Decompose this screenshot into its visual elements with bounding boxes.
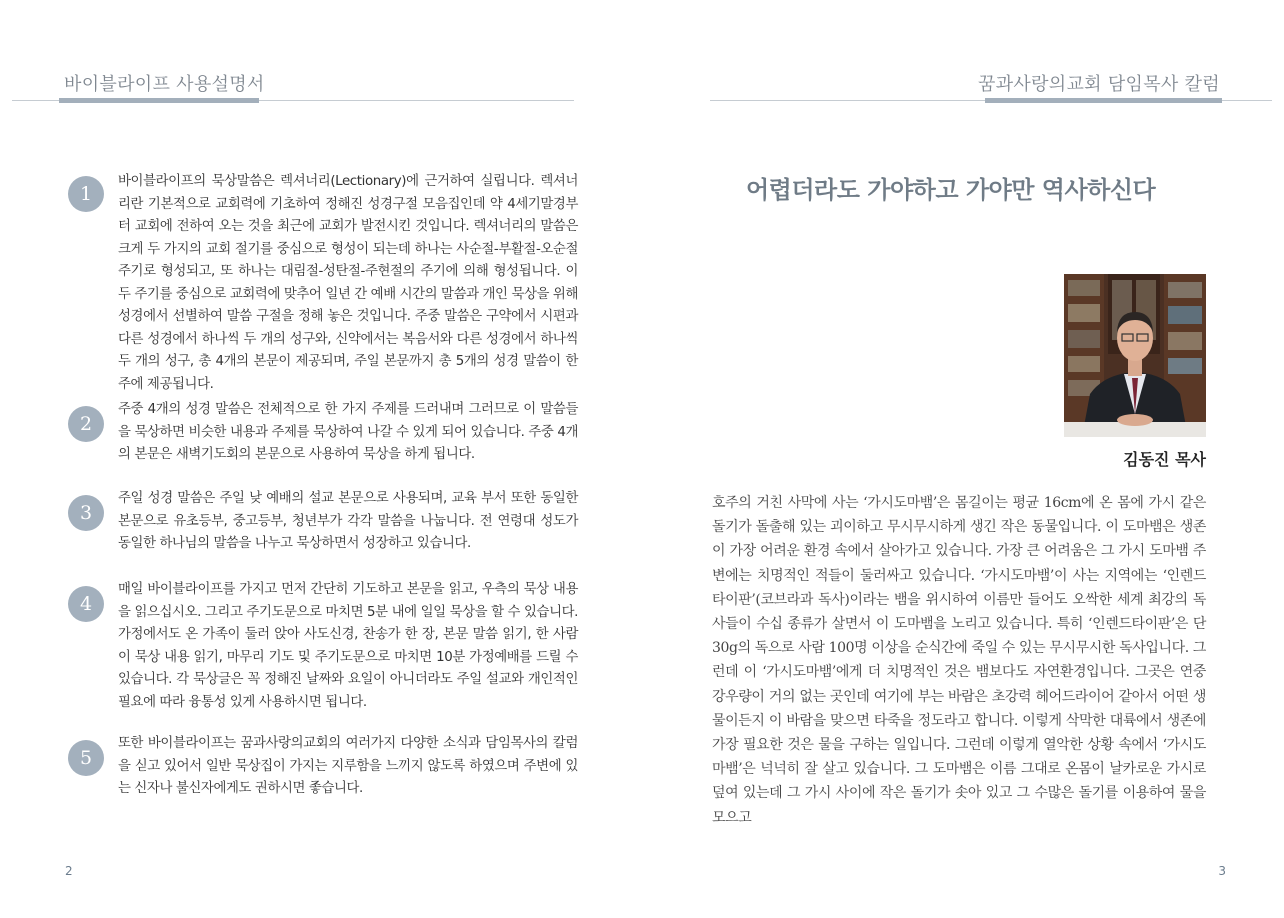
number-badge: 3 xyxy=(68,495,104,531)
number-badge: 5 xyxy=(68,740,104,776)
left-header-accent-bar xyxy=(59,98,259,103)
list-item-text: 또한 바이블라이프는 꿈과사랑의교회의 여러가지 다양한 소식과 담임목사의 칼럼을 싣고 있어서 일반 묵상집이 가지는 지루함을 느끼지 않도록 하였으며 주변에 있는 신자나 불신자에게도 권하시면 좋습니다. xyxy=(118,736,578,796)
right-header-accent-bar xyxy=(985,98,1222,103)
list-item-text: 주중 4개의 성경 말씀은 전체적으로 한 가지 주제를 드러내며 그러므로 이 말씀들을 묵상하면 비슷한 내용과 주제를 묵상하여 나갈 수 있게 되어 있습니다. 주중 4개의 본문은 새벽기도회의 본문으로 사용하여 묵상을 하게 됩니다. xyxy=(118,402,578,462)
list-item-text: 매일 바이블라이프를 가지고 먼저 간단히 기도하고 본문을 읽고, 우측의 묵상 내용을 읽으십시오. 그리고 주기도문으로 마치면 5분 내에 일일 묵상을 할 수 있습니다. 가정에서도 온 가족이 둘러 앉아 사도신경, 찬송가 한 장, 본문 말씀 읽기, 한 사람이 묵상 내용 읽기, 마무리 기도 및 주기도문으로 마치면 10분 가정예배를 드릴 수 있습니다. 각 묵상글은 꼭 정해진 날짜와 요일이 아니더라도 주일 설교와 개인적인 필요에 따라 융통성 있게 사용하시면 됩니다. xyxy=(118,582,578,710)
list-item-text: 바이블라이프의 묵상말씀은 렉셔너리(Lectionary)에 근거하여 실립니다. 렉셔너리란 기본적으로 교회력에 기초하여 정해진 성경구절 모음집인데 약 4세기말경부터 교회에 전하여 오는 것을 최근에 교회가 발전시킨 것입니다. 렉셔너리의 말씀은 크게 두 가지의 교회 절기를 중심으로 형성이 되는데 하나는 사순절-부활절-오순절 주기로 형성되고, 또 하나는 대림절-성탄절-주현절의 주기에 의해 형성됩니다. 이 두 주기를 중심으로 교회력에 맞추어 일년 간 예배 시간의 말씀과 개인 묵상을 위해 성경에서 선별하여 말씀 구절을 정해 놓은 것입니다. 주중 말씀은 구약에서 시편과 다른 성경에서 하나씩 두 개의 성구와, 신약에서는 복음서와 다른 성경에서 하나씩 두 개의 성구, 총 4개의 본문이 제공되며, 주일 본문까지 총 5개의 성경 말씀이 한 주에 제공됩니다. xyxy=(118,174,578,392)
number-badge: 2 xyxy=(68,406,104,442)
number-badge: 4 xyxy=(68,586,104,622)
number-badge: 1 xyxy=(68,176,104,212)
column-body-text: 호주의 거친 사막에 사는 ‘가시도마뱀’은 몸길이는 평균 16cm에 온 몸에 가시 같은 돌기가 돌출해 있는 괴이하고 무시무시하게 생긴 작은 동물입니다. 이 도마뱀은 생존이 가장 어려운 환경 속에서 살아가고 있습니다. 가장 큰 어려움은 그 가시 도마뱀 주변에는 치명적인 적들이 둘러싸고 있습니다. ‘가시도마뱀’이 사는 지역에는 ‘인렌드타이판’(코브라과 독사)이라는 뱀을 위시하여 이름만 들어도 오싹한 세계 최강의 독사들이 수십 종류가 살면서 이 도마뱀을 노리고 있습니다. 특히 ‘인렌드타이판’은 단 30g의 독으로 사람 100명 이상을 순식간에 죽일 수 있는 무시무시한 독사입니다. 그런데 이 ‘가시도마뱀’에게 더 치명적인 것은 뱀보다도 자연환경입니다. 그곳은 연중 강우량이 거의 없는 곳인데 여기에 부는 바람은 초강력 헤어드라이어 같아서 어떤 생물이든지 이 바람을 맞으면 타죽을 정도라고 합니다. 이렇게 삭막한 대륙에서 생존에 가장 필요한 것은 물을 구하는 일입니다. 그런데 이렇게 열악한 상황 속에서 ‘가시도마뱀’은 넉넉히 잘 살고 있습니다. 그 도마뱀은 이름 그대로 온몸이 날카로운 가시로 덮여 있는데 그 가시 사이에 작은 돌기가 솟아 있고 그 수많은 돌기를 이용하여 물을 모으고 xyxy=(712,495,1206,826)
list-item-text: 주일 성경 말씀은 주일 낮 예배의 설교 본문으로 사용되며, 교육 부서 또한 동일한 본문으로 유초등부, 중고등부, 청년부가 각각 말씀을 나눕니다. 전 연령대 성도가 동일한 하나님의 말씀을 나누고 묵상하면서 성장하고 있습니다. xyxy=(118,491,578,551)
left-page-header: 바이블라이프 사용설명서 xyxy=(64,74,265,95)
author-name: 김동진 목사 xyxy=(1123,450,1206,469)
page-number: 3 xyxy=(1218,864,1226,878)
page-number: 2 xyxy=(65,864,73,878)
column-title: 어렵더라도 가야하고 가야만 역사하신다 xyxy=(746,176,1156,204)
author-photo xyxy=(1064,274,1206,437)
right-page-header: 꿈과사랑의교회 담임목사 칼럼 xyxy=(978,74,1220,95)
right-page xyxy=(642,0,1284,918)
